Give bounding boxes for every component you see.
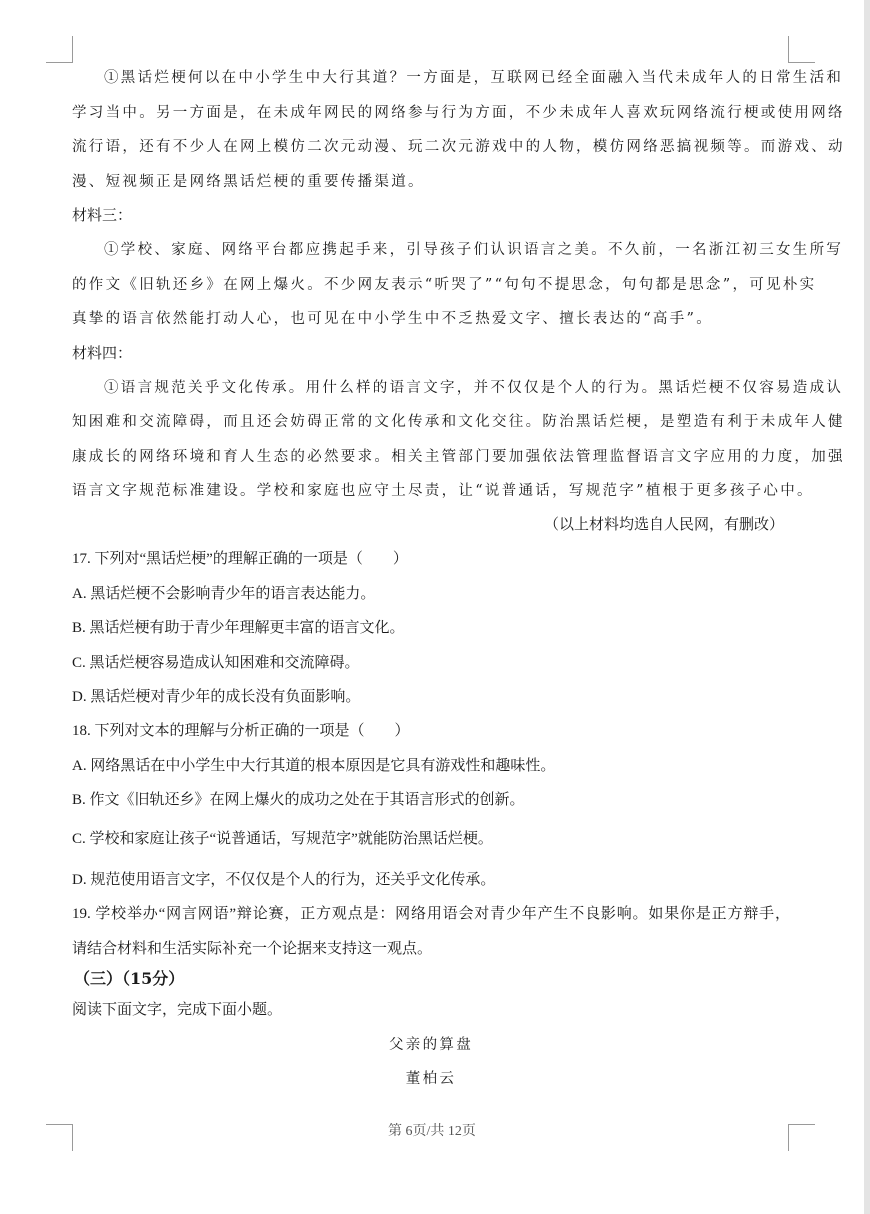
section-3-instruction: 阅读下面文字，完成下面小题。: [72, 1002, 283, 1018]
paragraph-line: 知困难和交流障碍，而且还会妨碍正常的文化传承和文化交往。防治黑话烂梗，是塑造有利于未成年人健: [72, 414, 845, 430]
q18-option-a: A. 网络黑话在中小学生中大行其道的根本原因是它具有游戏性和趣味性。: [72, 758, 556, 774]
q17-option-a: A. 黑话烂梗不会影响青少年的语言表达能力。: [72, 586, 376, 602]
question-18-stem: 18. 下列对文本的理解与分析正确的一项是（ ）: [72, 723, 410, 739]
paragraph-line: ①学校、家庭、网络平台都应携起手来，引导孩子们认识语言之美。不久前，一名浙江初三女生所写: [104, 242, 844, 258]
q17-option-b: B. 黑话烂梗有助于青少年理解更丰富的语言文化。: [72, 620, 405, 636]
q17-option-c: C. 黑话烂梗容易造成认知困难和交流障碍。: [72, 655, 360, 671]
page-footer: 第 6页/共 12页: [388, 1124, 476, 1139]
paragraph-line: 流行语，还有不少人在网上模仿二次元动漫、玩二次元游戏中的人物，模仿网络恶搞视频等。而游戏、动: [72, 139, 845, 155]
paragraph-line: 康成长的网络环境和育人生态的必然要求。相关主管部门要加强依法管理监督语言文字应用的力度，加强: [72, 449, 845, 465]
paragraph-line: 真挚的语言依然能打动人心，也可见在中小学生中不乏热爱文字、擅长表达的“高手”。: [72, 311, 714, 327]
question-19-line: 19. 学校举办“网言网语”辩论赛，正方观点是：网络用语会对青少年产生不良影响。如果你是正方辩手，: [72, 906, 790, 922]
material-three-heading: 材料三：: [72, 208, 133, 224]
article-author: 董柏云: [405, 1071, 457, 1087]
paragraph-line: 的作文《旧轨还乡》在网上爆火。不少网友表示“听哭了”“句句不提思念，句句都是思念”，可见朴实: [72, 277, 817, 293]
article-title: 父亲的算盘: [389, 1037, 473, 1053]
paragraph-line: 语言文字规范标准建设。学校和家庭也应守土尽责，让“说普通话，写规范字”植根于更多孩子心中。: [72, 483, 814, 499]
crop-mark-top-left: [46, 36, 73, 63]
question-19-line: 请结合材料和生活实际补充一个论据来支持这一观点。: [72, 941, 433, 957]
crop-mark-top-right: [788, 36, 815, 63]
paragraph-line: 漫、短视频正是网络黑话烂梗的重要传播渠道。: [72, 174, 425, 190]
q18-option-d: D. 规范使用语言文字，不仅仅是个人的行为，还关乎文化传承。: [72, 872, 496, 888]
window-edge: [864, 0, 870, 1214]
section-3-heading: （三）（15分）: [74, 969, 185, 988]
paragraph-line: 学习当中。另一方面是，在未成年网民的网络参与行为方面，不少未成年人喜欢玩网络流行梗或使用网络: [72, 105, 845, 121]
question-17-stem: 17. 下列对“黑话烂梗”的理解正确的一项是（ ）: [72, 551, 408, 567]
material-four-heading: 材料四：: [72, 346, 133, 362]
q17-option-d: D. 黑话烂梗对青少年的成长没有负面影响。: [72, 689, 361, 705]
source-note: （以上材料均选自人民网，有删改）: [543, 517, 784, 533]
q18-option-b: B. 作文《旧轨还乡》在网上爆火的成功之处在于其语言形式的创新。: [72, 792, 525, 808]
paragraph-line: ①语言规范关乎文化传承。用什么样的语言文字，并不仅仅是个人的行为。黑话烂梗不仅容易造成认: [104, 380, 844, 396]
paragraph-line: ①黑话烂梗何以在中小学生中大行其道？一方面是，互联网已经全面融入当代未成年人的日常生活和: [104, 70, 844, 86]
q18-option-c: C. 学校和家庭让孩子“说普通话，写规范字”就能防治黑话烂梗。: [72, 831, 493, 847]
